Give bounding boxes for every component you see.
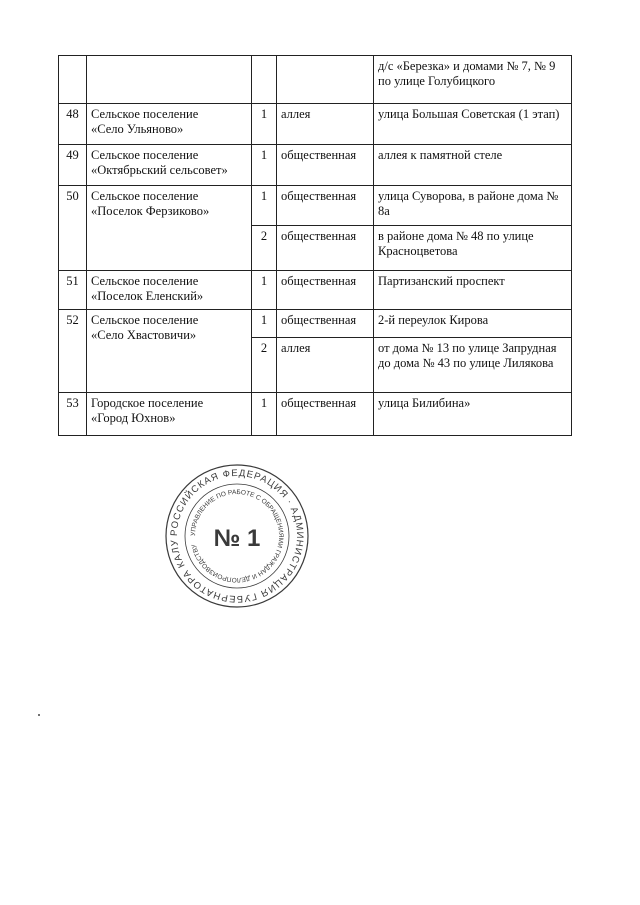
type-cell xyxy=(277,56,374,104)
settlement-name: «Село Хвастовичи» xyxy=(91,328,197,342)
count-cell: 1 xyxy=(252,104,277,145)
seal-inner-text: УПРАВЛЕНИЕ ПО РАБОТЕ С ОБРАЩЕНИЯМИ ГРАЖДАН И ДЕЛОПРОИЗВОДСТВУ xyxy=(189,488,285,584)
location-cell: улица Большая Советская (1 этап) xyxy=(374,104,572,145)
count-cell: 1 xyxy=(252,186,277,226)
count-cell: 2 xyxy=(252,226,277,271)
territories-table xyxy=(58,55,572,436)
settlement-type: Сельское поселение xyxy=(91,148,199,162)
table-row xyxy=(59,145,572,186)
location-cell: д/с «Березка» и домами № 7, № 9 по улице Голубицкого xyxy=(374,56,572,104)
count-cell xyxy=(252,56,277,104)
row-number-cell: 49 xyxy=(59,145,87,186)
location-cell: Партизанский проспект xyxy=(374,271,572,310)
type-cell: аллея xyxy=(277,104,374,145)
count-cell: 1 xyxy=(252,393,277,436)
settlement-name: «Город Юхнов» xyxy=(91,411,176,425)
seal-outer-text: РОССИЙСКАЯ ФЕДЕРАЦИЯ · АДМИНИСТРАЦИЯ ГУБЕРНАТОРА КАЛУ xyxy=(168,467,306,605)
settlement-type: Сельское поселение xyxy=(91,313,199,327)
row-number-cell: 48 xyxy=(59,104,87,145)
settlement-type: Сельское поселение xyxy=(91,107,199,121)
row-number-cell xyxy=(59,56,87,104)
table-row xyxy=(59,271,572,310)
seal-number: № 1 xyxy=(213,525,261,552)
settlement-name: «Поселок Еленский» xyxy=(91,289,204,303)
type-cell: общественная xyxy=(277,393,374,436)
location-cell: улица Суворова, в районе дома № 8а xyxy=(374,186,572,226)
settlement-name: «Село Ульяново» xyxy=(91,122,184,136)
settlement-name: «Октябрьский сельсовет» xyxy=(91,163,228,177)
settlement-cell xyxy=(87,310,252,393)
table-row xyxy=(59,393,572,436)
settlement-cell xyxy=(87,104,252,145)
type-cell: общественная xyxy=(277,310,374,338)
row-number-cell: 52 xyxy=(59,310,87,393)
table-row xyxy=(59,186,572,226)
row-number-cell: 51 xyxy=(59,271,87,310)
location-cell: аллея к памятной стеле xyxy=(374,145,572,186)
settlement-cell xyxy=(87,393,252,436)
table-row xyxy=(59,104,572,145)
settlement-name: «Поселок Ферзиково» xyxy=(91,204,210,218)
settlement-cell xyxy=(87,271,252,310)
settlement-type: Сельское поселение xyxy=(91,274,199,288)
scan-speck xyxy=(38,714,40,716)
table-row xyxy=(59,310,572,338)
settlement-type: Сельское поселение xyxy=(91,189,199,203)
count-cell: 1 xyxy=(252,310,277,338)
count-cell: 2 xyxy=(252,338,277,393)
row-number-cell: 53 xyxy=(59,393,87,436)
location-cell: улица Билибина» xyxy=(374,393,572,436)
seal-graphic xyxy=(163,462,311,610)
settlement-type: Городское поселение xyxy=(91,396,204,410)
type-cell: общественная xyxy=(277,226,374,271)
count-cell: 1 xyxy=(252,145,277,186)
official-seal-stamp xyxy=(163,462,311,610)
type-cell: аллея xyxy=(277,338,374,393)
location-cell: от дома № 13 по улице Запрудная до дома № 43 по улице Лилякова xyxy=(374,338,572,393)
type-cell: общественная xyxy=(277,145,374,186)
settlement-cell xyxy=(87,186,252,271)
row-number-cell: 50 xyxy=(59,186,87,271)
location-cell: 2-й переулок Кирова xyxy=(374,310,572,338)
type-cell: общественная xyxy=(277,271,374,310)
count-cell: 1 xyxy=(252,271,277,310)
settlement-cell xyxy=(87,145,252,186)
type-cell: общественная xyxy=(277,186,374,226)
location-cell: в районе дома № 48 по улице Красноцветова xyxy=(374,226,572,271)
settlement-cell xyxy=(87,56,252,104)
table-row xyxy=(59,56,572,104)
